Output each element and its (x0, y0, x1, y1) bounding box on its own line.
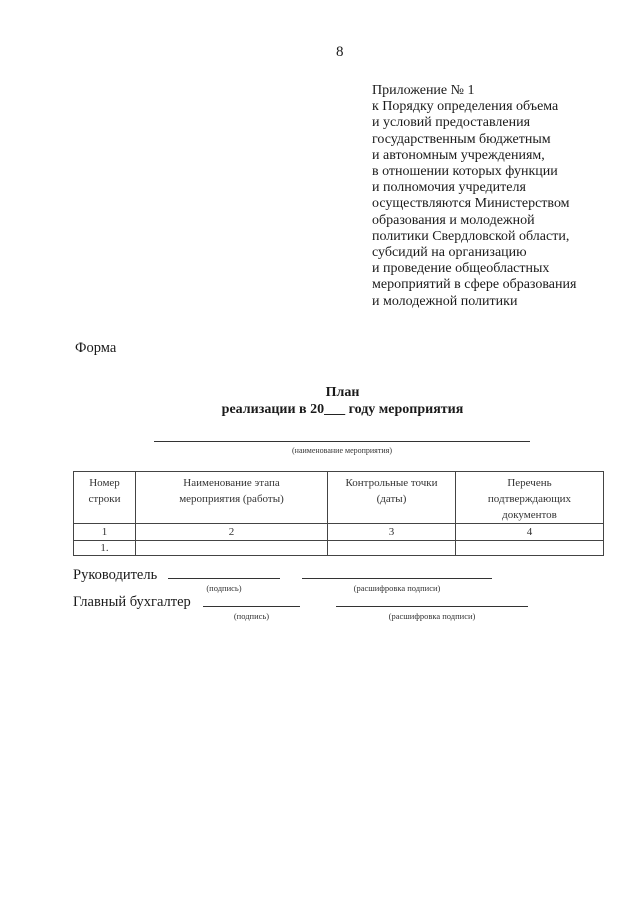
header-line: мероприятия (работы) (179, 493, 284, 505)
appendix-line: и условий предоставления (372, 115, 531, 131)
header-line: (даты) (376, 493, 407, 505)
head-decode-caption: (расшифровка подписи) (353, 583, 441, 593)
column-number: 4 (456, 524, 604, 541)
header-line: Перечень (507, 477, 552, 489)
appendix-line: субсидий на организацию (372, 245, 527, 261)
event-name-caption: (наименование мероприятия) (292, 446, 392, 455)
header-line: Наименование этапа (183, 477, 280, 489)
plan-subtitle: реализации в 20___ году мероприятия (221, 402, 464, 417)
accountant-decode-caption: (расшифровка подписи) (388, 611, 476, 621)
appendix-line: к Порядку определения объема (372, 99, 559, 115)
table-row (74, 541, 604, 556)
appendix-line: образования и молодежной (372, 212, 535, 228)
appendix-line: Приложение № 1 (372, 83, 475, 98)
page-number: 8 (336, 44, 344, 60)
head-signature-label: Руководитель (73, 567, 158, 583)
column-header-checkpoints (328, 472, 456, 524)
column-header-stage-name (136, 472, 328, 524)
appendix-line: и молодежной политики (372, 293, 518, 309)
accountant-decode-line (336, 606, 528, 607)
accountant-signature-label: Главный бухгалтер (73, 594, 191, 610)
column-number: 3 (328, 524, 456, 541)
event-name-line (154, 441, 530, 442)
appendix-line: государственным бюджетным (372, 131, 551, 147)
column-numbering-row (74, 524, 604, 541)
appendix-line: и проведение общеобластных (372, 261, 550, 277)
header-line: подтверждающих (487, 493, 572, 505)
table-cell (136, 541, 328, 556)
header-line: Контрольные точки (345, 477, 438, 489)
head-signature-caption: (подпись) (206, 583, 242, 593)
column-number: 2 (136, 524, 328, 541)
plan-title: План (325, 385, 360, 400)
table-cell (456, 541, 604, 556)
head-signature-line (168, 578, 280, 579)
head-decode-line (302, 578, 492, 579)
table-cell (328, 541, 456, 556)
plan-table (73, 471, 604, 556)
table-header-row (74, 472, 604, 524)
accountant-signature-caption: (подпись) (233, 611, 270, 621)
appendix-line: политики Свердловской области, (372, 228, 570, 244)
appendix-line: в отношении которых функции (372, 164, 558, 180)
form-label: Форма (75, 340, 117, 356)
column-header-row-number (74, 472, 136, 524)
column-header-documents (456, 472, 604, 524)
header-line: Номер (89, 477, 120, 489)
accountant-signature-line (203, 606, 300, 607)
appendix-line: мероприятий в сфере образования (372, 277, 577, 293)
appendix-note (372, 83, 632, 310)
appendix-line: и полномочия учредителя (372, 180, 526, 196)
column-number: 1 (74, 524, 136, 541)
header-line: документов (502, 509, 557, 521)
appendix-line: осуществляются Министерством (372, 196, 570, 212)
table-cell: 1. (74, 541, 136, 556)
appendix-line: и автономным учреждениям, (372, 147, 545, 163)
header-line: строки (88, 493, 121, 505)
